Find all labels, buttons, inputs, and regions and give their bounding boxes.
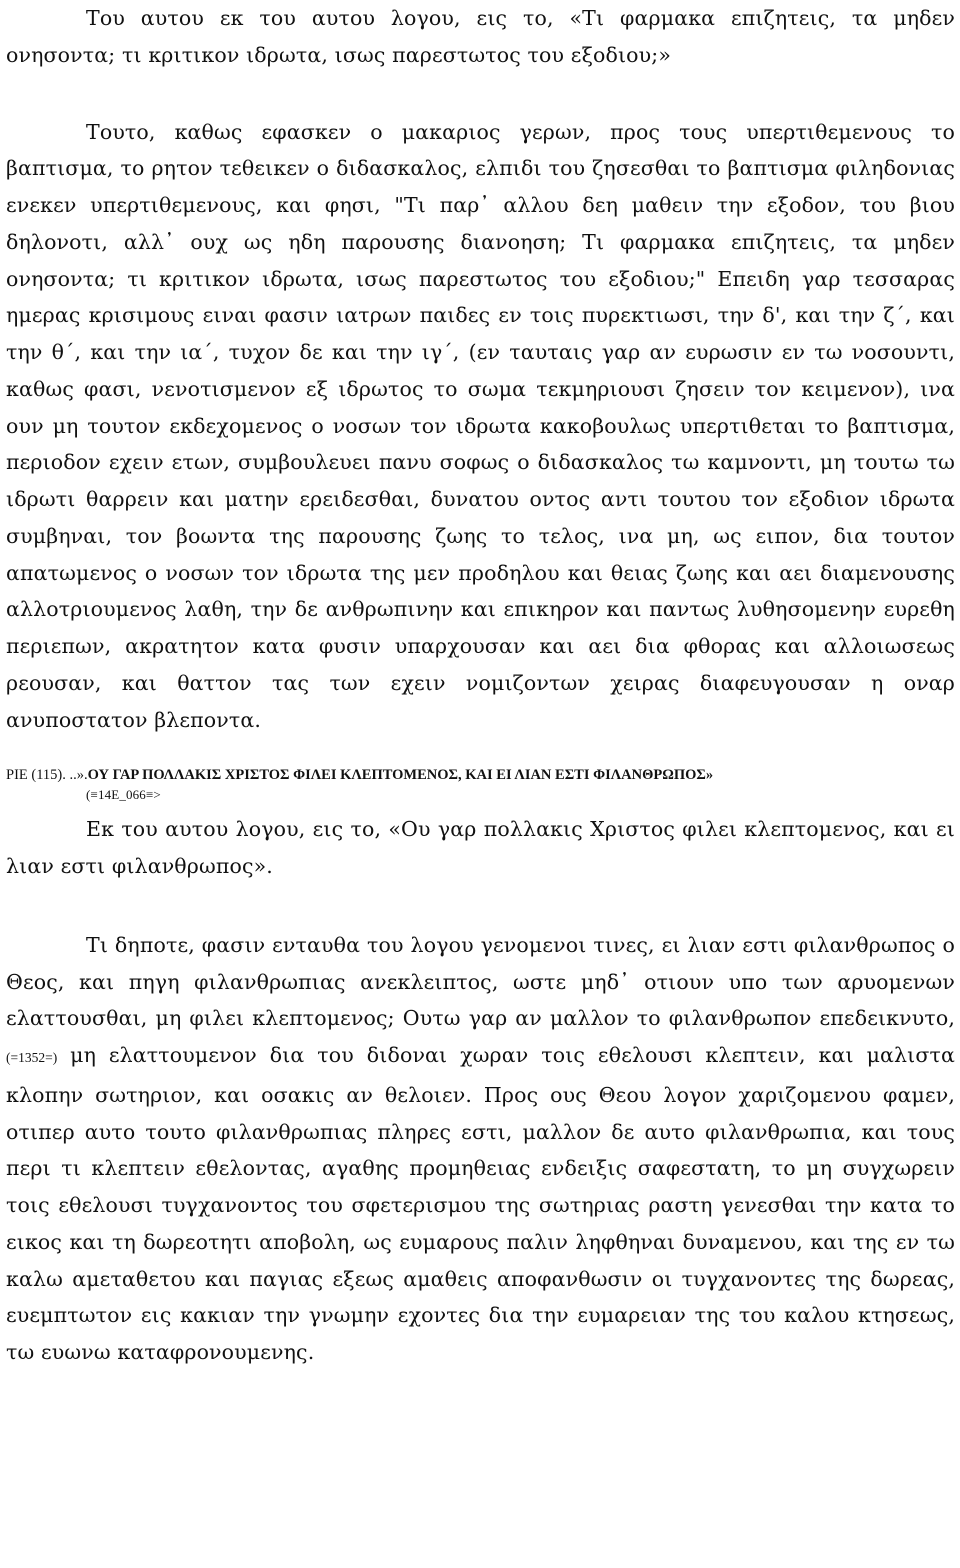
paragraph-discussion-part1: Τι δηποτε, φασιν ενταυθα του λογου γενομενοι τινες, ει λιαν εστι φιλανθρωπος ο Θεος, και πηγη φιλανθρωπιας ανεκλειπτος, ωστε μηδ᾽ οτιουν υπο των αρυομενων ελαττουσθαι, μη φιλει κλεπτομενος; Ουτω γαρ αν μαλλον το φιλανθρωπον επεδεικνυτο,: [6, 932, 955, 1031]
paragraph-quote: Εκ του αυτου λογου, εις το, «Ου γαρ πολλακις Χριστος φιλει κλεπτομενος, και ει λιαν εστι φιλανθρωπος».: [6, 817, 955, 878]
paragraph-discussion: [6, 927, 955, 1371]
paragraph-discussion-part2: μη ελαττουμενον δια του διδοναι χωραν τοις εθελουσι κλεπτειν, και μαλιστα κλοπην σωτηριον, και οσακις αν θελοιεν. Προς ους Θεου λογον χαριζομενου φαμεν, οτιπερ αυτο τουτο φιλανθρωπιας πληρες εστι, μαλλον δε αυτο φιλανθρωπια, και τους περι τι κλεπτειν εθελοντας, αγαθης προμηθειας ενδειξις σαφεστατη, το μη συγχωρειν τοις εθελουσι τυγχανοντος του σφετερισμου της σωτηριας ραστη γενεσθαι την κατα το εικος και τη δωρεοτητι αποβολη, ως ευμαρους παλιν ληφθηναι δυναμενου, και της εν τω καλω αμεταθετου και παγιας εξεως αμαθεις αποφανθωσιν οι τυγχανοντες της δωρεας, ευεμπτωτον εις κακιαν την γνωμην εχοντες δια την ευμαρειαν της του καλου κτησεως, τω ευωνω καταφρονουμενης.: [6, 1043, 955, 1364]
section-number: ΡΙΕ (115). ..».: [6, 767, 88, 784]
paragraph-commentary: Τουτο, καθως εφασκεν ο μακαριος γερων, προς τους υπερτιθεμενους το βαπτισμα, το ρητον τεθεικεν ο διδασκαλος, ελπιδι του ζησεσθαι το βαπτισμα φιληδονιας ενεκεν υπερτιθεμενους, και φησι, "Τι παρ᾽ αλλου δεη μαθειν την εξοδον, του βιου δηλονοτι, αλλ᾽ ουχ ως ηδη παρουσης διανοηση; Τι φαρμακα επιζητεις, τα μηδεν ονησοντα; τι κριτικον ιδρωτα, ισως παρεστωτος του εξοδιου;" Επειδη γαρ τεσσαρας ημερας κρισιμους ειναι φασιν ιατρων παιδες εν τοις πυρεκτιωσι, την δ', και την ζ΄, και την θ΄, και την ια΄, τυχον δε και την ιγ΄, (εν ταυταις γαρ αν ευρωσιν εν τω νοσουντι, καθως φασι, νενοτισμενον εξ ιδρωτος το σωμα τεκμηριουσι ζησειν τον κειμενον), ινα ουν μη τουτον εκδεχομενος ο νοσων τον ιδρωτα κακοβουλως υπερτιθεται το βαπτισμα, περιοδον εχειν ετων, συμβουλευει πανυ σοφως ο διδασκαλος τω καμνοντι, μη τουτω τω ιδρωτι θαρρειν και ματην ερειδεσθαι, δυνατου οντος αντι τουτου τον εξοδιον ιδρωτα συμβηναι, τον βοωντα της παρουσης ζωης το τελος, ινα μη, ως ειπον, δια τουτον απατωμενος ο νοσων τον ιδρωτα της μεν προδηλου και θειας ζωης και αει διαμενουσης αλλοτριουμενος λαθη, την δε ανθρωπινην και επικηρον και παντως λυθησομενην ευρεθη περιεπων, ακρατητον κατα φυσιν υπαρχουσαν και αει δια φθορας και αλλοιωσεως ρεουσαν, και θαττον τας των εχειν νομιζοντων χειρας διαφευγουσαν η οναρ ανυποστατον βλεποντα.: [6, 119, 955, 732]
document-page: [6, 0, 955, 1371]
paragraph-intro: Του αυτου εκ του αυτου λογου, εις το, «Τι φαρμακα επιζητεις, τα μηδεν ονησοντα; τι κριτικον ιδρωτα, ισως παρεστωτος του εξοδιου;»: [6, 6, 955, 67]
section-title: ΟΥ ΓΑΡ ΠΟΛΛΑΚΙΣ ΧΡΙΣΤΟΣ ΦΙΛΕΙ ΚΛΕΠΤΟΜΕΝΟΣ, ΚΑΙ ΕΙ ΛΙΑΝ ΕΣΤΙ ΦΙΛΑΝΘΡΩΠΟΣ»: [87, 767, 714, 784]
page-reference: (=1352=): [6, 1050, 58, 1065]
section-heading: [6, 765, 955, 785]
section-reference: (≡14Ε_066≡>: [86, 787, 161, 803]
